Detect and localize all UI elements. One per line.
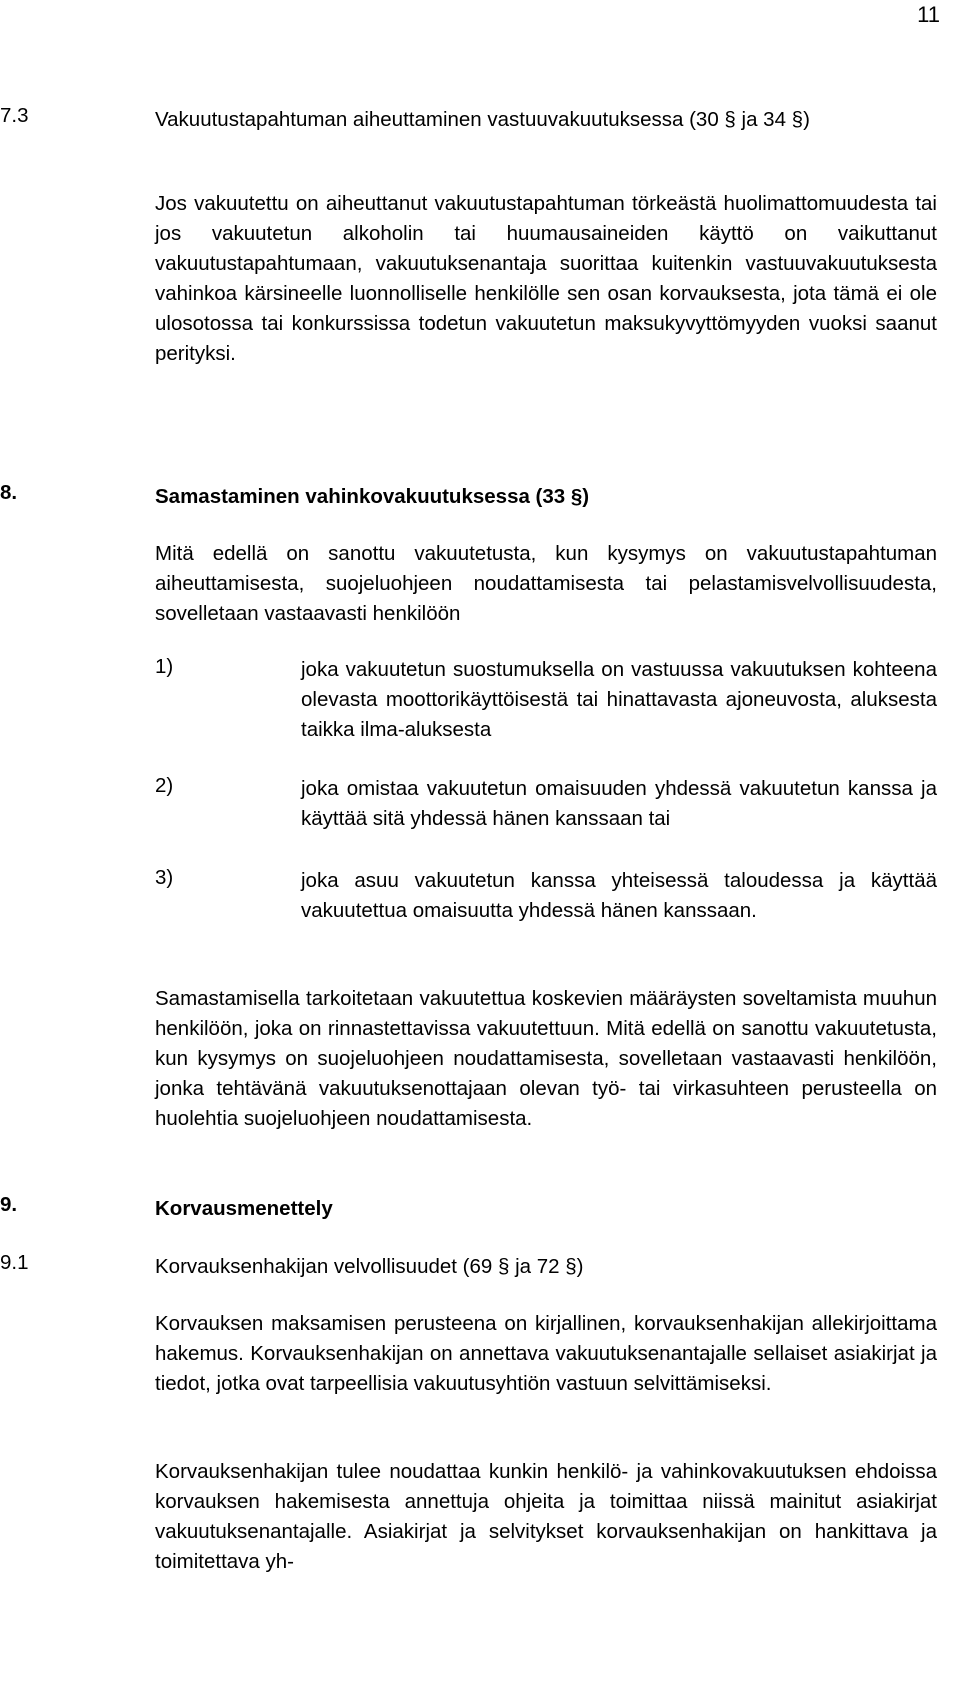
list-item-text: joka asuu vakuutetun kanssa yhteisessä taloudessa ja käyttää vakuutettua omaisuutta yhdessä hänen kanssaan. bbox=[301, 869, 937, 922]
section-title: Samastaminen vahinkovakuutuksessa (33 §) bbox=[155, 485, 590, 508]
section-number: 8. bbox=[0, 481, 18, 504]
list-item-number: 3) bbox=[155, 866, 174, 889]
list-item-number: 1) bbox=[155, 655, 174, 678]
section-title: Korvausmenettely bbox=[155, 1197, 333, 1220]
section-8-paragraph-1: Mitä edellä on sanottu vakuutetusta, kun kysymys on vakuutustapahtuman aiheuttamisesta, suojeluohjeen noudattamisesta tai pelastamisvelvollisuudesta, sovelletaan vastaavasti henkilöön bbox=[155, 542, 937, 625]
section-8-paragraph-2: Samastamisella tarkoitetaan vakuutettua koskevien määräysten soveltamista muuhun henkilöön, joka on rinnastettavissa vakuutettuun. Mitä edellä on sanottu vakuutetusta, kun kysymys on suojeluohjeen noudattamisesta, sovelletaan vastaavasti henkilöön, jonka tehtävänä vakuutuksenottajaan olevan työ- tai virkasuhteen perusteella on huolehtia suojeluohjeen noudattamisesta. bbox=[155, 987, 937, 1130]
list-item-text: joka vakuutetun suostumuksella on vastuussa vakuutuksen kohteena olevasta moottorikäyttöisestä tai hinattavasta ajoneuvosta, aluksesta taikka ilma-aluksesta bbox=[301, 658, 937, 741]
list-item-text: joka omistaa vakuutetun omaisuuden yhdessä vakuutetun kanssa ja käyttää sitä yhdessä hänen kanssaan tai bbox=[301, 777, 937, 830]
section-9-1-paragraph-2: Korvauksenhakijan tulee noudattaa kunkin henkilö- ja vahinkovakuutuksen ehdoissa korvauksen hakemisesta annettuja ohjeita ja toimittaa niissä mainitut asiakirjat vakuutuksenantajalle. Asiakirjat ja selvitykset korvauksenhakijan on hankittava ja toimitettava yh- bbox=[155, 1460, 937, 1573]
section-title: Korvauksenhakijan velvollisuudet (69 § ja 72 §) bbox=[155, 1255, 584, 1278]
section-9-1-paragraph-1: Korvauksen maksamisen perusteena on kirjallinen, korvauksenhakijan allekirjoittama hakemus. Korvauksenhakijan on annettava vakuutuksenantajalle sellaiset asiakirjat ja tiedot, jotka ovat tarpeellisia vakuutusyhtiön vastuun selvittämiseksi. bbox=[155, 1312, 937, 1395]
list-item-number: 2) bbox=[155, 774, 174, 797]
section-title: Vakuutustapahtuman aiheuttaminen vastuuvakuutuksessa (30 § ja 34 §) bbox=[155, 108, 810, 131]
section-number: 9.1 bbox=[0, 1251, 29, 1274]
section-number: 7.3 bbox=[0, 104, 29, 127]
section-7-3-paragraph: Jos vakuutettu on aiheuttanut vakuutustapahtuman törkeästä huolimattomuudesta tai jos vakuutetun alkoholin tai huumausaineiden käyttö on vaikuttanut vakuutustapahtumaan, vakuutuksenantaja suorittaa kuitenkin vastuuvakuutuksesta vahinkoa kärsineelle luonnolliselle henkilölle sen osan korvauksesta, jota tämä ei ole ulosotossa tai konkurssissa todetun vakuutetun maksukyvyttömyyden vuoksi saanut perityksi. bbox=[155, 192, 937, 365]
page-number: 11 bbox=[917, 2, 940, 27]
section-number: 9. bbox=[0, 1193, 18, 1216]
